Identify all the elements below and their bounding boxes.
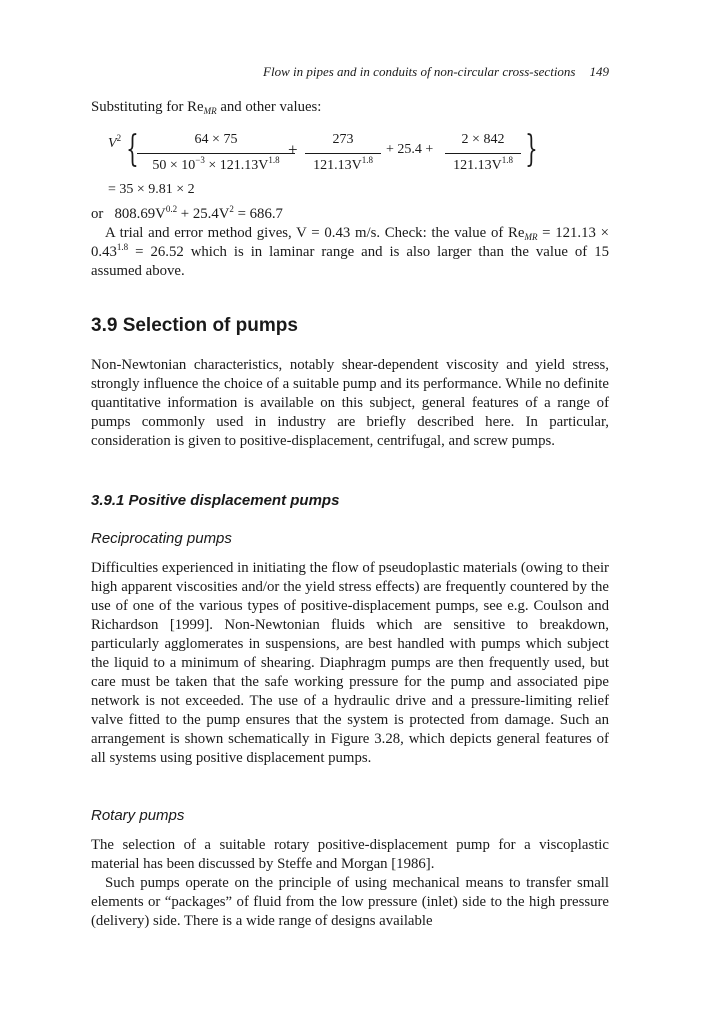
- frac2-den: 121.13V: [313, 158, 362, 173]
- frac1-numerator: 64 × 75: [194, 132, 238, 147]
- frac1-den-a: 50 × 10: [152, 158, 196, 173]
- trial-exp: 1.8: [116, 242, 129, 252]
- intro-line: [91, 98, 609, 117]
- frac1-den-exp2: 1.8: [268, 155, 280, 165]
- reciprocating-heading: Reciprocating pumps: [91, 530, 232, 547]
- frac3-den-exp: 1.8: [501, 155, 513, 165]
- or-term-a: 808.69V: [114, 206, 166, 222]
- trial-paragraph: [91, 224, 609, 281]
- plus-sign: +: [288, 140, 298, 159]
- frac3-denominator: [445, 155, 521, 174]
- or-word: or: [91, 206, 104, 222]
- intro-subscript: MR: [203, 106, 217, 116]
- or-line: [91, 205, 609, 224]
- page-number: 149: [589, 64, 609, 79]
- frac2-denominator: [305, 155, 381, 174]
- trial-text-1: A trial and error method gives, V = 0.43 m/s. Check: the value of Re: [105, 225, 525, 241]
- eq-lhs: [108, 133, 122, 152]
- frac1-denominator: [137, 155, 295, 174]
- or-term-c: = 686.7: [233, 206, 283, 222]
- eq-lhs-exp: 2: [116, 133, 122, 143]
- frac3-den: 121.13V: [453, 158, 502, 173]
- subsection-heading: 3.9.1 Positive displacement pumps: [91, 492, 340, 509]
- trial-text-tail: = 121.13 × 0.43: [91, 225, 609, 260]
- intro-tail: and other values:: [216, 99, 322, 115]
- eq-middle-term: + 25.4 +: [386, 142, 434, 157]
- frac1-den-b: × 121.13V: [204, 158, 269, 173]
- section-paragraph: Non-Newtonian characteristics, notably shear-dependent viscosity and yield stress, strongly influence the choice of a suitable pump and its performance. While no definite quantitative information is available on this subject, general features of a range of pumps commonly used in industry are briefly described here. In particular, consideration is given to positive-displacement, centrifugal, and screw pumps.: [91, 357, 609, 449]
- running-title: Flow in pipes and in conduits of non-circular cross-sections: [263, 64, 576, 79]
- frac1-den-exp: −3: [195, 155, 205, 165]
- equation-block: [91, 128, 609, 198]
- frac1-bar: [137, 153, 295, 154]
- right-brace: }: [525, 129, 538, 170]
- intro-text: Substituting for Re: [91, 99, 204, 115]
- trial-text-2: = 26.52 which is in laminar range and is also larger than the value of 15 assumed above.: [91, 244, 609, 279]
- or-term-b-exp: 2: [229, 204, 234, 214]
- or-term-a-exp: 0.2: [165, 204, 178, 214]
- section-heading: 3.9 Selection of pumps: [91, 315, 298, 336]
- frac2-numerator: 273: [332, 132, 354, 147]
- left-brace: {: [126, 129, 139, 170]
- frac3-numerator: 2 × 842: [461, 132, 505, 147]
- trial-subscript: MR: [524, 232, 538, 242]
- eq-lhs-var: V: [108, 136, 117, 151]
- eq-rhs: = 35 × 9.81 × 2: [108, 182, 195, 197]
- frac3-bar: [445, 153, 521, 154]
- rotary-heading: Rotary pumps: [91, 807, 185, 824]
- frac2-bar: [305, 153, 381, 154]
- running-header: [263, 64, 609, 80]
- rotary-paragraph-2: Such pumps operate on the principle of using mechanical means to transfer small elements or “packages” of fluid from the low pressure (inlet) side to the high pressure (delivery) side. There is a wide range of designs available: [91, 875, 609, 929]
- reciprocating-paragraph: Difficulties experienced in initiating the flow of pseudoplastic materials (owing to their high apparent viscosities and/or the yield stress effects) are frequently countered by the use of one of the various types of positive-displacement pumps, see e.g. Coulson and Richardson [1999]. Non-Newtonian fluids which are sensitive to breakdown, particularly agglomerates in suspensions, are best handled with pumps which subject the liquid to a minimum of shearing. Diaphragm pumps are then frequently used, but care must be taken that the safe working pressure for the pump and associated pipe network is not exceeded. The use of a hydraulic drive and a pressure-limiting relief valve fitted to the pump ensures that the system is protected from damage. Such an arrangement is shown schematically in Figure 3.28, which depicts general features of all systems using positive displacement pumps.: [91, 560, 609, 766]
- frac2-den-exp: 1.8: [361, 155, 373, 165]
- or-term-b: + 25.4V: [177, 206, 230, 222]
- rotary-paragraph-1: The selection of a suitable rotary positive-displacement pump for a viscoplastic material has been discussed by Steffe and Morgan [1986].: [91, 837, 609, 872]
